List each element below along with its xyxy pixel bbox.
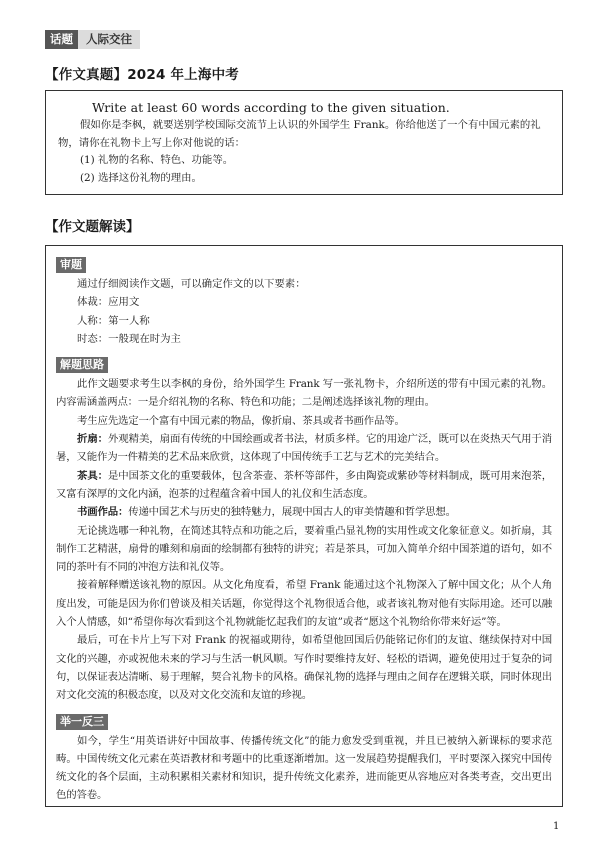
topic-key: 话题 — [45, 30, 78, 49]
analysis-box — [45, 245, 563, 807]
shenti-item: 人称：第一人称 — [77, 314, 150, 327]
jieti-paragraph: 无论挑选哪一种礼物，在简述其特点和功能之后，要着重凸显礼物的实用性或文化象征意义。如折扇，其制作工艺精湛，扇骨的雕刻和扇面的绘制都有独特的讲究；若是茶具，可加入简单介绍中国茶道的语句，如不同的茶叶有不同的冲泡方法和礼仪等。 — [56, 524, 552, 574]
painting-heading: 书画作品： — [77, 506, 129, 519]
page-number: 1 — [553, 821, 560, 832]
juyi-paragraph: 如今，学生“用英语讲好中国故事、传播传统文化”的能力愈发受到重视，并且已被纳入新课标的要求范畴。中国传统文化元素在英语教材和考题中的比重逐渐增加。这一发展趋势提醒我们，平时要深入探究中国传统文化的各个层面，主动积累相关素材和知识，提升传统文化素养，进而能更从容地应对各类考查，交出更出色的答卷。 — [56, 734, 552, 802]
shenti-item: 体裁：应用文 — [77, 296, 140, 309]
page-title: 【作文真题】2024 年上海中考 — [45, 67, 239, 83]
jieti-paragraph: 此作文题要求考生以李枫的身份，给外国学生 Frank 写一张礼物卡，介绍所送的带有中国元素的礼物。内容需涵盖两点：一是介绍礼物的名称、特色和功能；二是阐述选择该礼物的理由。 — [56, 378, 552, 409]
section-title: 【作文题解读】 — [45, 219, 140, 235]
painting-text: 传递中国艺术与历史的独特魅力，展现中国古人的审美情趣和哲学思想。 — [128, 506, 456, 519]
jieti-label: 解题思路 — [56, 357, 108, 373]
prompt-point: (2) 选择这份礼物的理由。 — [80, 171, 202, 184]
jieti-paragraph: 最后，可在卡片上写下对 Frank 的祝福或期待，如希望他回国后仍能铭记你们的友谊、继续保持对中国文化的兴趣，亦或祝他未来的学习与生活一帆风顺。写作时要维持友好、轻松的语调，避免使用过于复杂的词句，以保证表达清晰、易于理解，契合礼物卡的风格。确保礼物的选择与理由之间存在逻辑关联，同时体现出对文化交流的积极态度，以及对文化交流和友谊的珍视。 — [56, 634, 552, 702]
juyi-label: 举一反三 — [56, 714, 108, 730]
tea-heading: 茶具： — [77, 469, 108, 482]
prompt-english: Write at least 60 words according to the given situation. — [92, 100, 450, 115]
prompt-point: (1) 礼物的名称、特色、功能等。 — [80, 154, 234, 166]
shenti-intro: 通过仔细阅读作文题，可以确定作文的以下要素： — [77, 278, 306, 290]
prompt-box — [45, 90, 563, 195]
jieti-paragraph — [56, 503, 552, 521]
prompt-chinese: 假如你是李枫，就要送别学校国际交流节上认识的外国学生 Frank。你给他送了一个有中国元素的礼物，请你在礼物卡上写上你对他说的话： — [58, 119, 541, 149]
fan-text: 外观精美，扇面有传统的中国绘画或者书法，材质多样。它的用途广泛，既可以在炎热天气用于消暑，又能作为一件精美的艺术品来欣赏，这体现了中国传统手工艺与艺术的完美结合。 — [56, 433, 552, 464]
topic-value: 人际交往 — [78, 30, 140, 49]
shenti-label: 审题 — [56, 257, 86, 273]
fan-heading: 折扇： — [77, 433, 108, 446]
jieti-paragraph — [56, 430, 552, 467]
jieti-paragraph: 接着解释赠送该礼物的原因。从文化角度看，希望 Frank 能通过这个礼物深入了解中国文化；从个人角度出发，可能是因为你们曾谈及相关话题，你觉得这个礼物很适合他，或者该礼物对他有实际用途。还可以融入个人情感，如“希望你每次看到这个礼物就能忆起我们的友谊”或者“愿这个礼物给你带来好运”等。 — [56, 579, 552, 629]
jieti-paragraph: 考生应先选定一个富有中国元素的物品，像折扇、茶具或者书画作品等。 — [77, 414, 405, 427]
shenti-item: 时态：一般现在时为主 — [77, 332, 181, 345]
topic-tag — [45, 30, 140, 49]
tea-text: 是中国茶文化的重要载体，包含茶壶、茶杯等部件，多由陶瓷或紫砂等材料制成，既可用来泡茶，又富有深厚的文化内涵，泡茶的过程蕴含着中国人的礼仪和生活态度。 — [56, 469, 552, 500]
jieti-paragraph — [56, 467, 552, 504]
